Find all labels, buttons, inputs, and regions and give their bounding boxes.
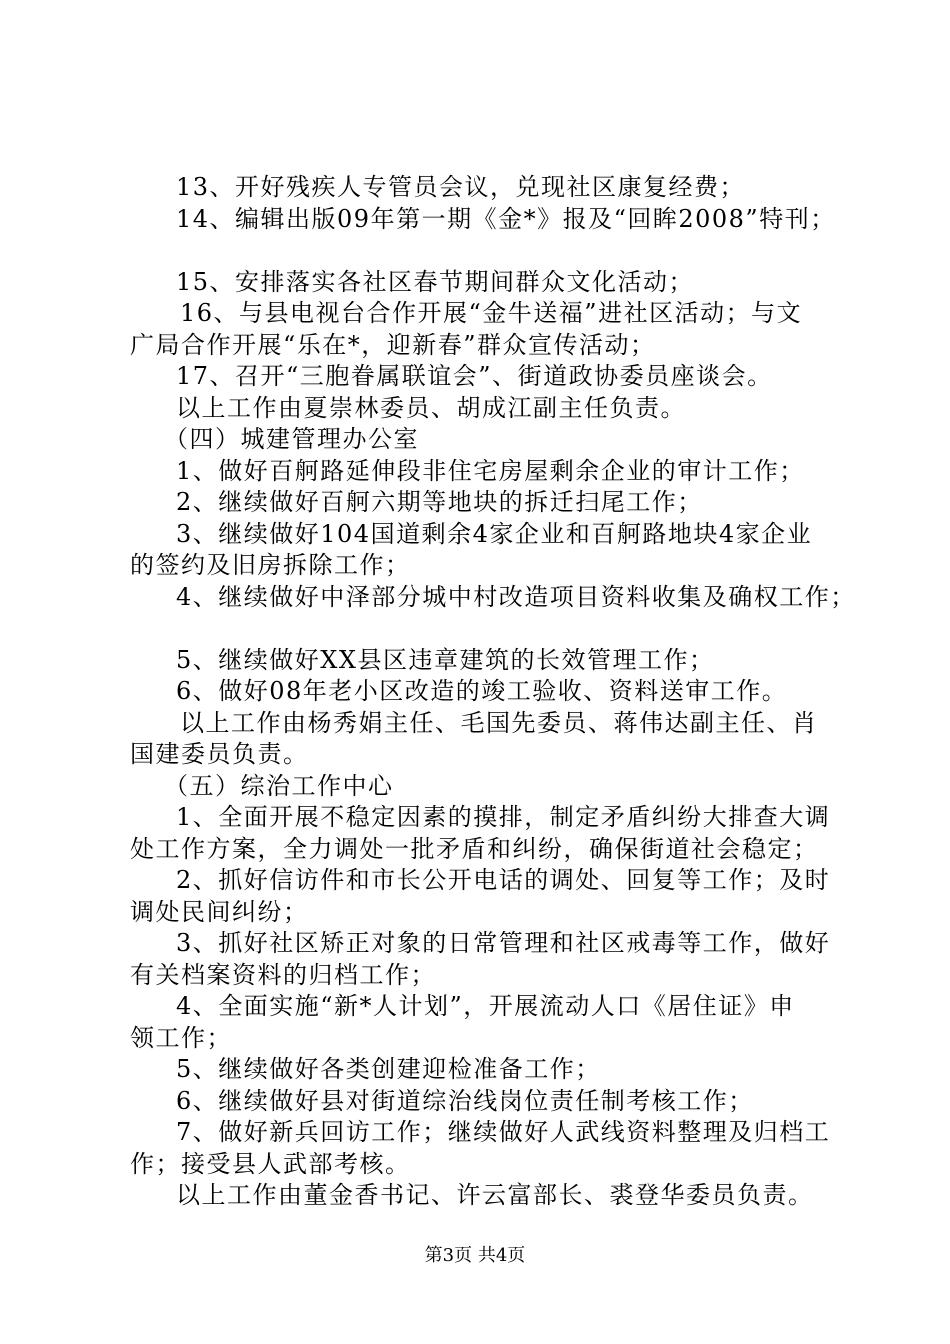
- paragraph-line: 2、抓好信访件和市长公开电话的调处、回复等工作；及时: [176, 866, 831, 894]
- paragraph-line: 3、抓好社区矫正对象的日常管理和社区戒毒等工作，做好: [176, 929, 831, 957]
- paragraph-line: 1、全面开展不稳定因素的摸排，制定矛盾纠纷大排查大调: [176, 803, 831, 831]
- section-heading: （五）综治工作中心: [164, 771, 394, 800]
- paragraph-line: 领工作；: [130, 1023, 232, 1052]
- section-heading: （四）城建管理办公室: [164, 425, 419, 453]
- paragraph-line: 4、全面实施“新*人计划”，开展流动人口《居住证》申: [176, 992, 795, 1020]
- paragraph-line: 以上工作由董金香书记、许云富部长、裘登华委员负责。: [176, 1181, 814, 1209]
- paragraph-line: 作；接受县人武部考核。: [130, 1149, 411, 1178]
- paragraph-line: 处工作方案，全力调处一批矛盾和纠纷，确保街道社会稳定；: [130, 834, 819, 863]
- paragraph-line: 调处民间纠纷；: [130, 897, 309, 926]
- paragraph-line: 国建委员负责。: [130, 740, 309, 768]
- paragraph-line: 17、召开“三胞眷属联谊会”、街道政协委员座谈会。: [176, 362, 773, 390]
- paragraph-line: 16、与县电视台合作开展“金牛送福”进社区活动；与文: [180, 299, 803, 327]
- document-body: [130, 172, 856, 1212]
- paragraph-line: 3、继续做好104国道剩余4家企业和百舸路地块4家企业: [176, 519, 813, 548]
- paragraph-line: 15、安排落实各社区春节期间群众文化活动；: [176, 267, 695, 296]
- paragraph-line: 5、继续做好各类创建迎检准备工作；: [176, 1055, 601, 1083]
- paragraph-line: 的签约及旧房拆除工作；: [130, 551, 411, 579]
- paragraph-line: 14、编辑出版09年第一期《金*》报及“回眸2008”特刊；: [176, 204, 836, 233]
- blank-line: [130, 613, 842, 645]
- paragraph-line: 1、做好百舸路延伸段非住宅房屋剩余企业的审计工作；: [176, 456, 805, 485]
- paragraph-line: 有关档案资料的归档工作；: [130, 960, 436, 989]
- paragraph-line: 6、做好08年老小区改造的竣工验收、资料送审工作。: [176, 677, 788, 705]
- paragraph-line: 5、继续做好XX县区违章建筑的长效管理工作；: [176, 645, 715, 674]
- paragraph-line: 6、继续做好县对街道综治线岗位责任制考核工作；: [176, 1086, 754, 1115]
- paragraph-line: 7、做好新兵回访工作；继续做好人武线资料整理及归档工: [176, 1118, 831, 1146]
- paragraph-line: 2、继续做好百舸六期等地块的拆迁扫尾工作；: [176, 488, 703, 516]
- paragraph-line: 4、继续做好中泽部分城中村改造项目资料收集及确权工作；: [176, 582, 856, 611]
- paragraph-line: 13、开好残疾人专管员会议，兑现社区康复经费；: [176, 173, 746, 201]
- blank-line: [130, 235, 842, 267]
- paragraph-line: 以上工作由杨秀娟主任、毛国先委员、蒋伟达副主任、肖: [180, 708, 818, 737]
- paragraph-line: 广局合作开展“乐在*，迎新春”群众宣传活动；: [130, 330, 656, 359]
- page-number-footer: 第3页 共4页: [424, 1245, 526, 1266]
- paragraph-line: 以上工作由夏崇林委员、胡成江副主任负责。: [176, 393, 686, 422]
